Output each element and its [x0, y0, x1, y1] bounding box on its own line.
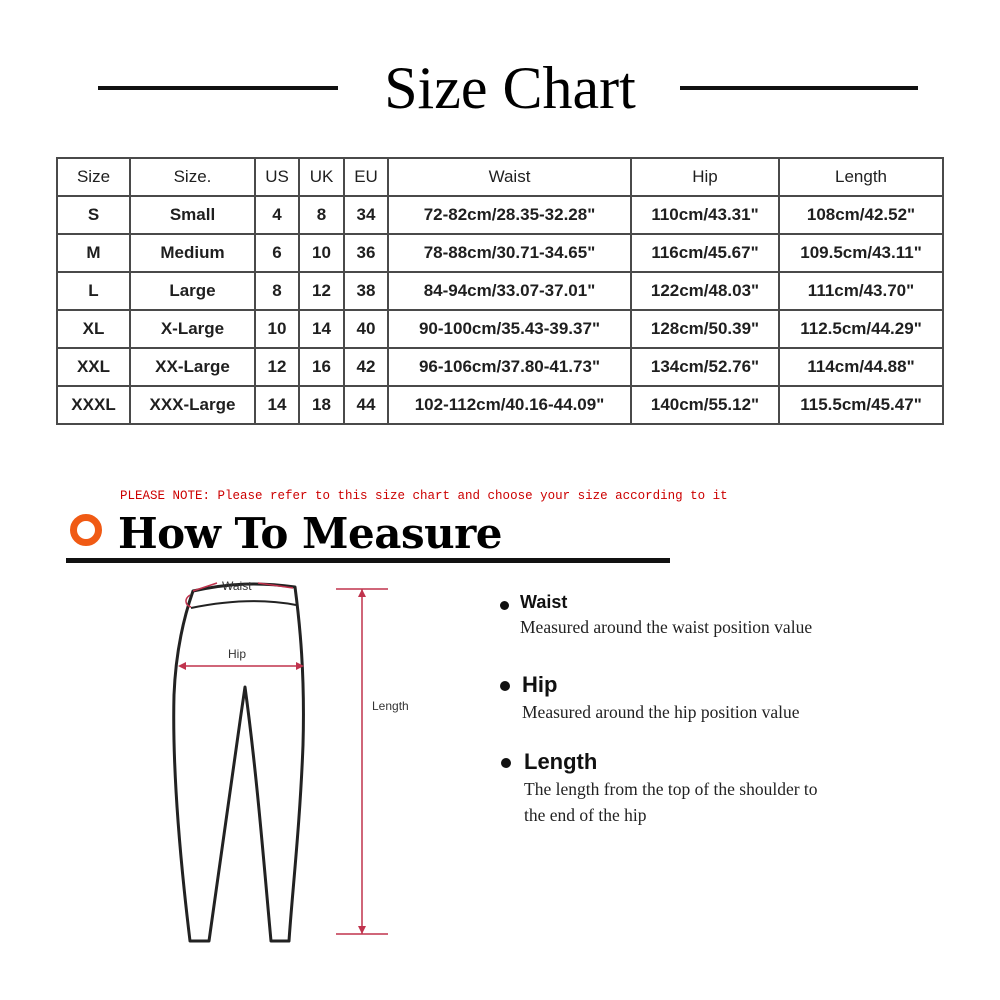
table-cell: 134cm/52.76"	[631, 348, 779, 386]
how-to-measure-header	[66, 508, 676, 568]
title-rule-left	[98, 86, 338, 90]
table-cell: 128cm/50.39"	[631, 310, 779, 348]
table-cell: 109.5cm/43.11"	[779, 234, 943, 272]
pants-diagram	[160, 575, 420, 950]
table-cell: M	[57, 234, 130, 272]
table-cell: 36	[344, 234, 388, 272]
table-cell: 4	[255, 196, 299, 234]
table-cell: XXXL	[57, 386, 130, 424]
size-chart-header	[0, 48, 1000, 128]
table-cell: X-Large	[130, 310, 255, 348]
table-cell: Medium	[130, 234, 255, 272]
table-cell: 8	[255, 272, 299, 310]
table-cell: Large	[130, 272, 255, 310]
column-header: Size.	[130, 158, 255, 196]
table-cell: 40	[344, 310, 388, 348]
title-rule-right	[680, 86, 918, 90]
measure-item-waist	[498, 590, 918, 637]
table-cell: XXX-Large	[130, 386, 255, 424]
table-row	[57, 348, 943, 386]
table-cell: L	[57, 272, 130, 310]
table-cell: 115.5cm/45.47"	[779, 386, 943, 424]
item-title: Waist	[520, 592, 568, 612]
size-table	[56, 157, 944, 425]
table-row	[57, 386, 943, 424]
table-cell: 6	[255, 234, 299, 272]
table-cell: 114cm/44.88"	[779, 348, 943, 386]
table-cell: 18	[299, 386, 344, 424]
measure-item-length	[498, 749, 918, 825]
section-rule	[66, 558, 670, 563]
table-header-row	[57, 158, 943, 196]
column-header: EU	[344, 158, 388, 196]
table-cell: 72-82cm/28.35-32.28"	[388, 196, 631, 234]
table-cell: 8	[299, 196, 344, 234]
hip-label: Hip	[228, 647, 247, 661]
item-description: The length from the top of the shoulder to	[524, 779, 818, 799]
table-cell: 108cm/42.52"	[779, 196, 943, 234]
table-row	[57, 310, 943, 348]
item-description: Measured around the waist position value	[520, 617, 813, 637]
column-header: Length	[779, 158, 943, 196]
table-cell: 116cm/45.67"	[631, 234, 779, 272]
table-cell: 110cm/43.31"	[631, 196, 779, 234]
table-cell: 10	[299, 234, 344, 272]
size-note: PLEASE NOTE: Please refer to this size chart and choose your size according to it	[120, 489, 728, 503]
item-description: Measured around the hip position value	[522, 702, 800, 722]
table-cell: 78-88cm/30.71-34.65"	[388, 234, 631, 272]
measure-item-hip	[498, 672, 918, 722]
table-cell: XL	[57, 310, 130, 348]
table-cell: 10	[255, 310, 299, 348]
table-cell: 90-100cm/35.43-39.37"	[388, 310, 631, 348]
table-row	[57, 196, 943, 234]
page-title: Size Chart	[384, 55, 636, 121]
pants-outline-icon	[160, 575, 420, 950]
table-row	[57, 272, 943, 310]
table-cell: 38	[344, 272, 388, 310]
table-cell: 34	[344, 196, 388, 234]
table-cell: Small	[130, 196, 255, 234]
column-header: Hip	[631, 158, 779, 196]
table-cell: 14	[299, 310, 344, 348]
table-cell: XX-Large	[130, 348, 255, 386]
table-cell: 12	[299, 272, 344, 310]
bullet-icon	[500, 601, 509, 610]
waist-label: Waist	[222, 579, 252, 593]
table-cell: 42	[344, 348, 388, 386]
table-cell: 112.5cm/44.29"	[779, 310, 943, 348]
column-header: Size	[57, 158, 130, 196]
item-title: Hip	[522, 672, 558, 697]
table-cell: 102-112cm/40.16-44.09"	[388, 386, 631, 424]
table-cell: 14	[255, 386, 299, 424]
column-header: Waist	[388, 158, 631, 196]
table-cell: 12	[255, 348, 299, 386]
table-cell: 16	[299, 348, 344, 386]
column-header: UK	[299, 158, 344, 196]
bullet-icon	[501, 758, 511, 768]
table-cell: 96-106cm/37.80-41.73"	[388, 348, 631, 386]
bullet-icon	[500, 681, 510, 691]
table-cell: 140cm/55.12"	[631, 386, 779, 424]
table-cell: S	[57, 196, 130, 234]
table-cell: 44	[344, 386, 388, 424]
column-header: US	[255, 158, 299, 196]
section-title: How To Measure	[118, 509, 503, 558]
item-title: Length	[524, 749, 598, 774]
table-cell: 111cm/43.70"	[779, 272, 943, 310]
table-cell: 122cm/48.03"	[631, 272, 779, 310]
table-cell: XXL	[57, 348, 130, 386]
item-description: the end of the hip	[524, 805, 647, 825]
circle-icon	[70, 514, 102, 546]
table-row	[57, 234, 943, 272]
table-cell: 84-94cm/33.07-37.01"	[388, 272, 631, 310]
length-label: Length	[372, 699, 409, 713]
